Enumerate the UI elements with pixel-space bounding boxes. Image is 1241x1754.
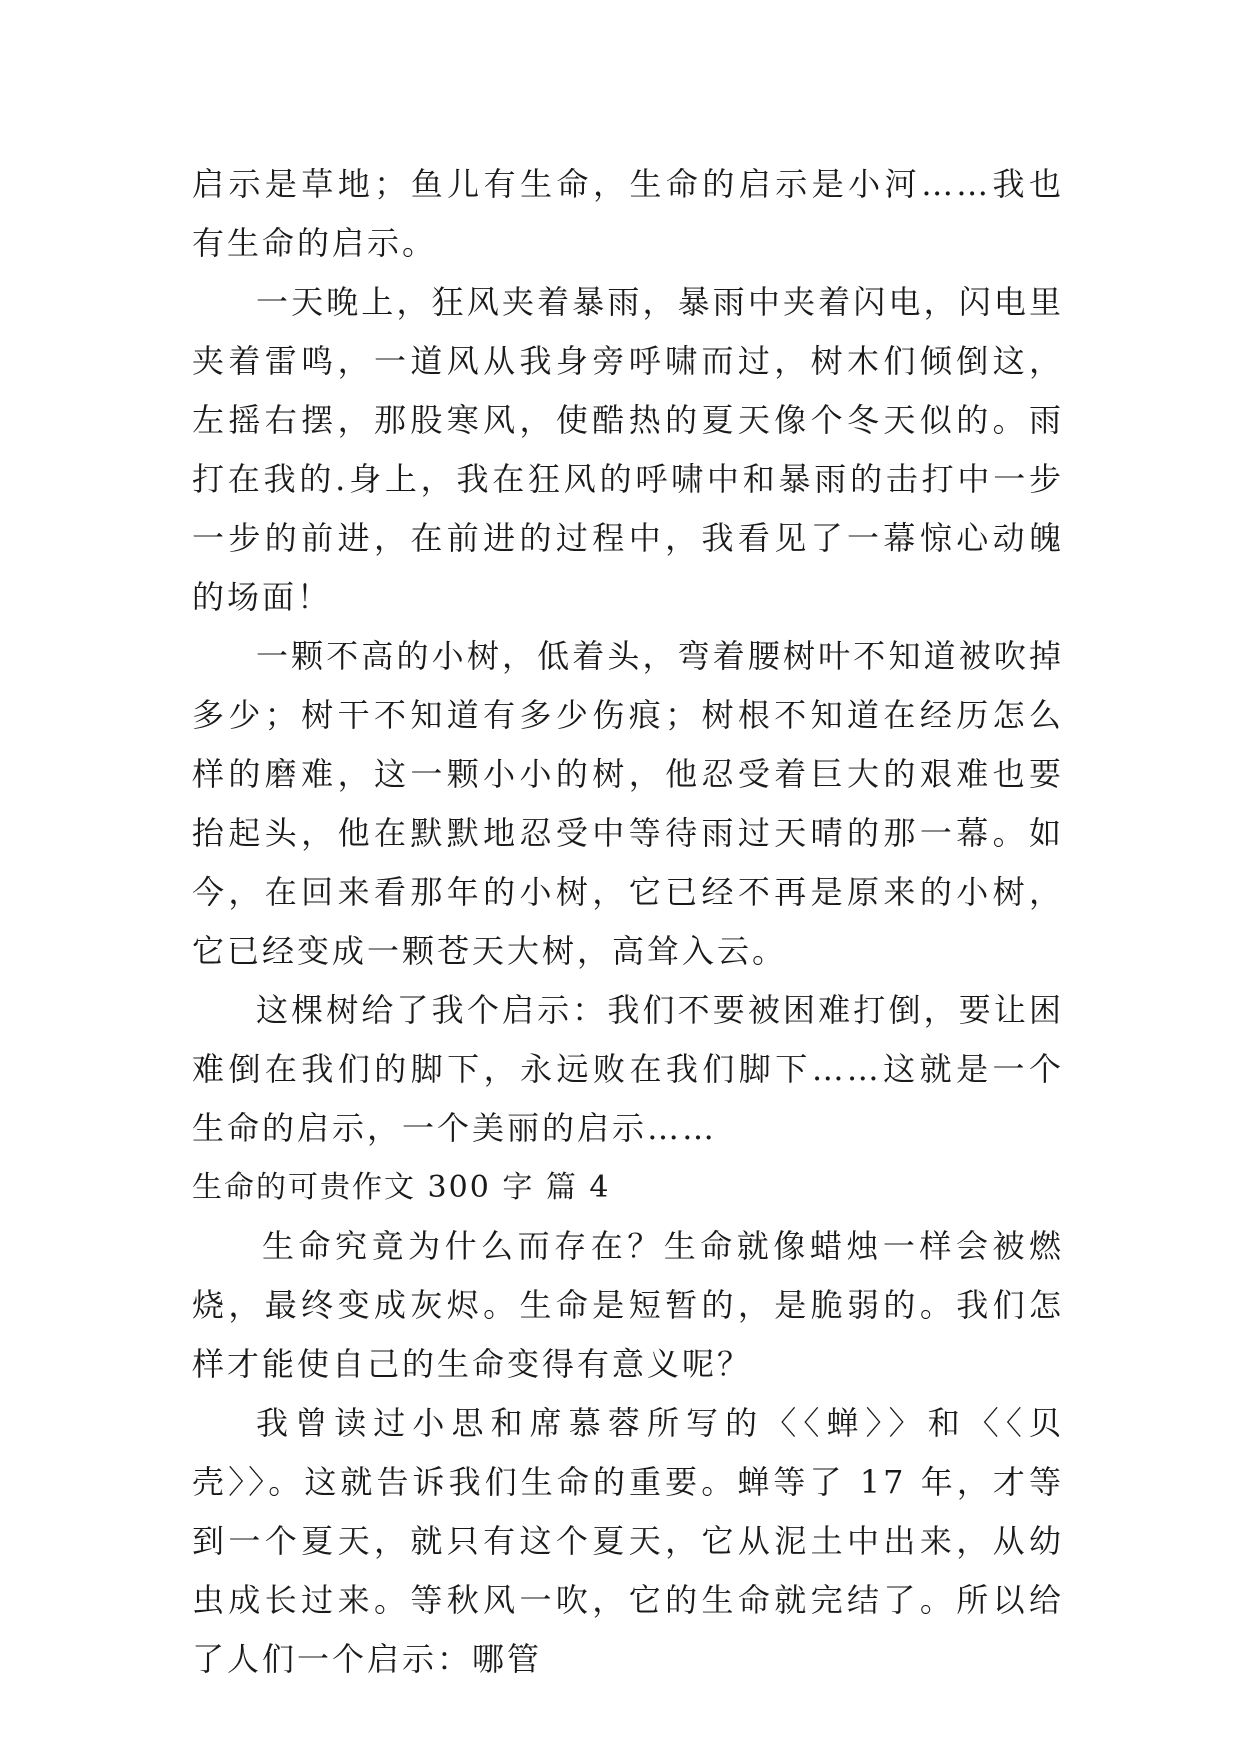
section-title: 生命的可贵作文 300 字 篇 4 xyxy=(192,1170,611,1205)
paragraph-storm: 一天晚上，狂风夹着暴雨，暴雨中夹着闪电，闪电里夹着雷鸣，一道风从我身旁呼啸而过，树木们倾倒这，左摇右摆，那股寒风，使酷热的夏天像个冬天似的。雨打在我的.身上，我在狂风的呼啸中和暴雨的击打中一步一步的前进，在前进的过程中，我看见了一幕惊心动魄的场面！ xyxy=(192,283,1064,616)
document-body xyxy=(192,155,1064,1689)
paragraph-life-meaning: 生命究竟为什么而存在？生命就像蜡烛一样会被燃烧，最终变成灰烬。生命是短暂的，是脆弱的。我们怎样才能使自己的生命变得有意义呢？ xyxy=(192,1227,1064,1383)
paragraph-small-tree: 一颗不高的小树，低着头，弯着腰树叶不知道被吹掉多少；树干不知道有多少伤痕；树根不知道在经历怎么样的磨难，这一颗小小的树，他忍受着巨大的艰难也要抬起头，他在默默地忍受中等待雨过天晴的那一幕。如今，在回来看那年的小树，它已经不再是原来的小树，它已经变成一颗苍天大树，高耸入云。 xyxy=(192,637,1064,970)
paragraph-cicada: 我曾读过小思和席慕蓉所写的〈〈蝉〉〉和〈〈贝壳〉〉。这就告诉我们生命的重要。蝉等了 17 年，才等到一个夏天，就只有这个夏天，它从泥土中出来，从幼虫成长过来。等秋风一吹，它的生命就完结了。所以给了人们一个启示：哪管 xyxy=(192,1404,1064,1678)
paragraph-tree-lesson: 这棵树给了我个启示：我们不要被困难打倒，要让困难倒在我们的脚下，永远败在我们脚下……这就是一个生命的启示，一个美丽的启示…… xyxy=(192,991,1064,1147)
paragraph-continued: 启示是草地；鱼儿有生命，生命的启示是小河……我也有生命的启示。 xyxy=(192,165,1064,262)
